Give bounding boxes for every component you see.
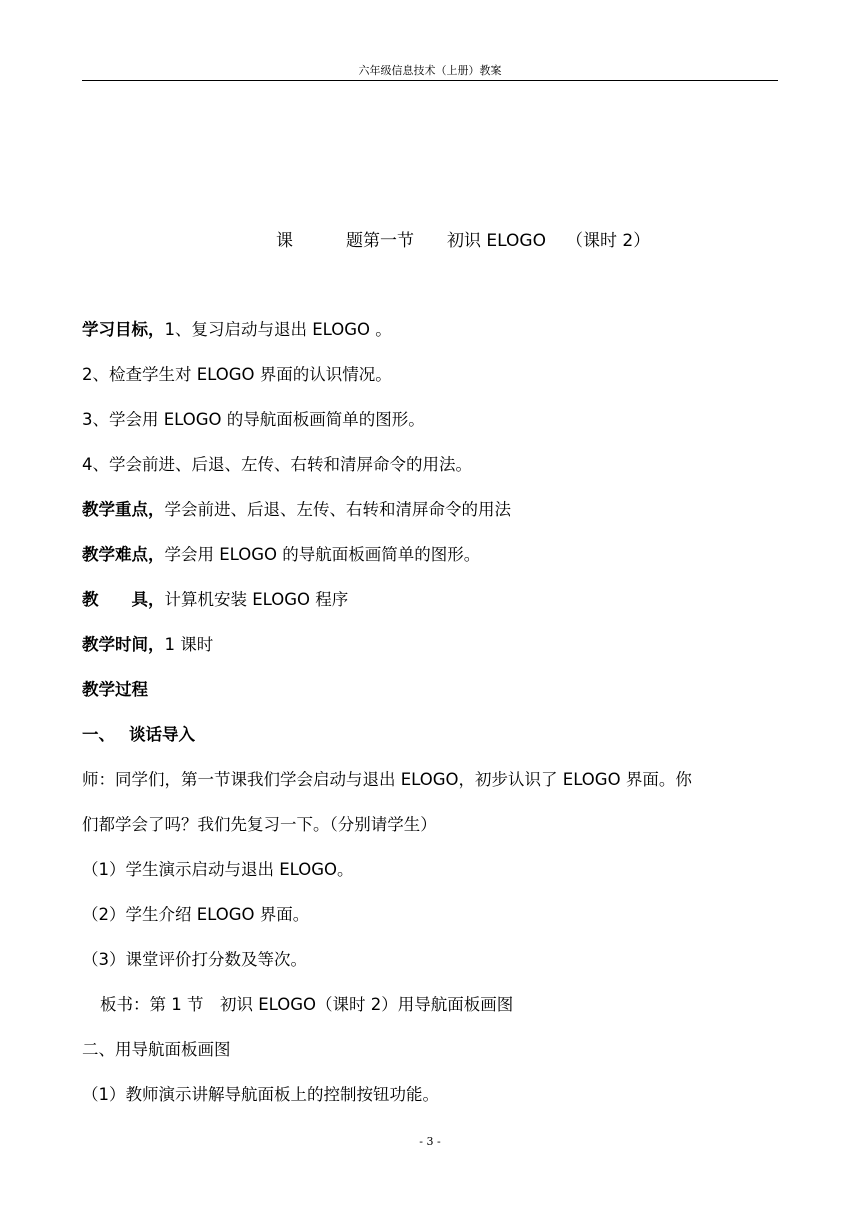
page-number: - 3 - (419, 1135, 441, 1148)
objectives-line (82, 319, 392, 341)
process-step: （2）学生介绍 ELOGO 界面。 (82, 905, 310, 924)
teacher-paragraph-line1: 师：同学们，第一节课我们学会启动与退出 ELOGO，初步认识了 ELOGO 界面。你 (82, 770, 692, 789)
key-points-label: 教学重点， (82, 500, 165, 519)
section1-heading (82, 724, 195, 746)
time-text: 1 课时 (164, 635, 214, 654)
lesson-title-part2: 题第一节 (346, 231, 414, 251)
objective-item: 3、学会用 ELOGO 的导航面板画简单的图形。 (82, 410, 425, 429)
key-points-text: 学会前进、后退、左传、右转和清屏命令的用法 (164, 500, 511, 519)
page-header: 六年级信息技术（上册）教案 (358, 64, 502, 77)
process-step: （3）课堂评价打分数及等次。 (82, 950, 307, 969)
difficulties-text: 学会用 ELOGO 的导航面板画简单的图形。 (164, 545, 481, 564)
objective-item: 4、学会前进、后退、左传、右转和清屏命令的用法。 (82, 455, 472, 474)
difficulties-line (82, 544, 480, 566)
lesson-title-part1: 课 (276, 231, 293, 251)
process-step: （1）学生演示启动与退出 ELOGO。 (82, 860, 354, 879)
key-points-line (82, 499, 511, 521)
objectives-label: 学习目标， (82, 320, 165, 339)
lesson-title-part4: （课时 2） (566, 231, 651, 251)
objective-item: 2、检查学生对 ELOGO 界面的认识情况。 (82, 365, 392, 384)
time-label: 教学时间， (82, 635, 165, 654)
process-step: （1）教师演示讲解导航面板上的控制按钮功能。 (82, 1085, 439, 1104)
teacher-paragraph-line2: 们都学会了吗？我们先复习一下。（分别请学生） (82, 815, 437, 834)
header-divider (82, 80, 778, 81)
time-line (82, 634, 213, 656)
process-heading-text: 教学过程 (82, 680, 148, 699)
tools-label: 教 具， (82, 590, 165, 609)
lesson-title-part3: 初识 ELOGO (447, 231, 546, 251)
tools-text: 计算机安装 ELOGO 程序 (164, 590, 349, 609)
objective-item: 1、复习启动与退出 ELOGO 。 (164, 320, 392, 339)
board-note: 板书：第 1 节 初识 ELOGO（课时 2）用导航面板画图 (100, 995, 514, 1014)
difficulties-label: 教学难点， (82, 545, 165, 564)
tools-line (82, 589, 348, 611)
section2-heading: 二、用导航面板画图 (82, 1040, 231, 1059)
section1-heading-text: 一、 谈话导入 (82, 725, 195, 744)
process-heading (82, 679, 148, 701)
